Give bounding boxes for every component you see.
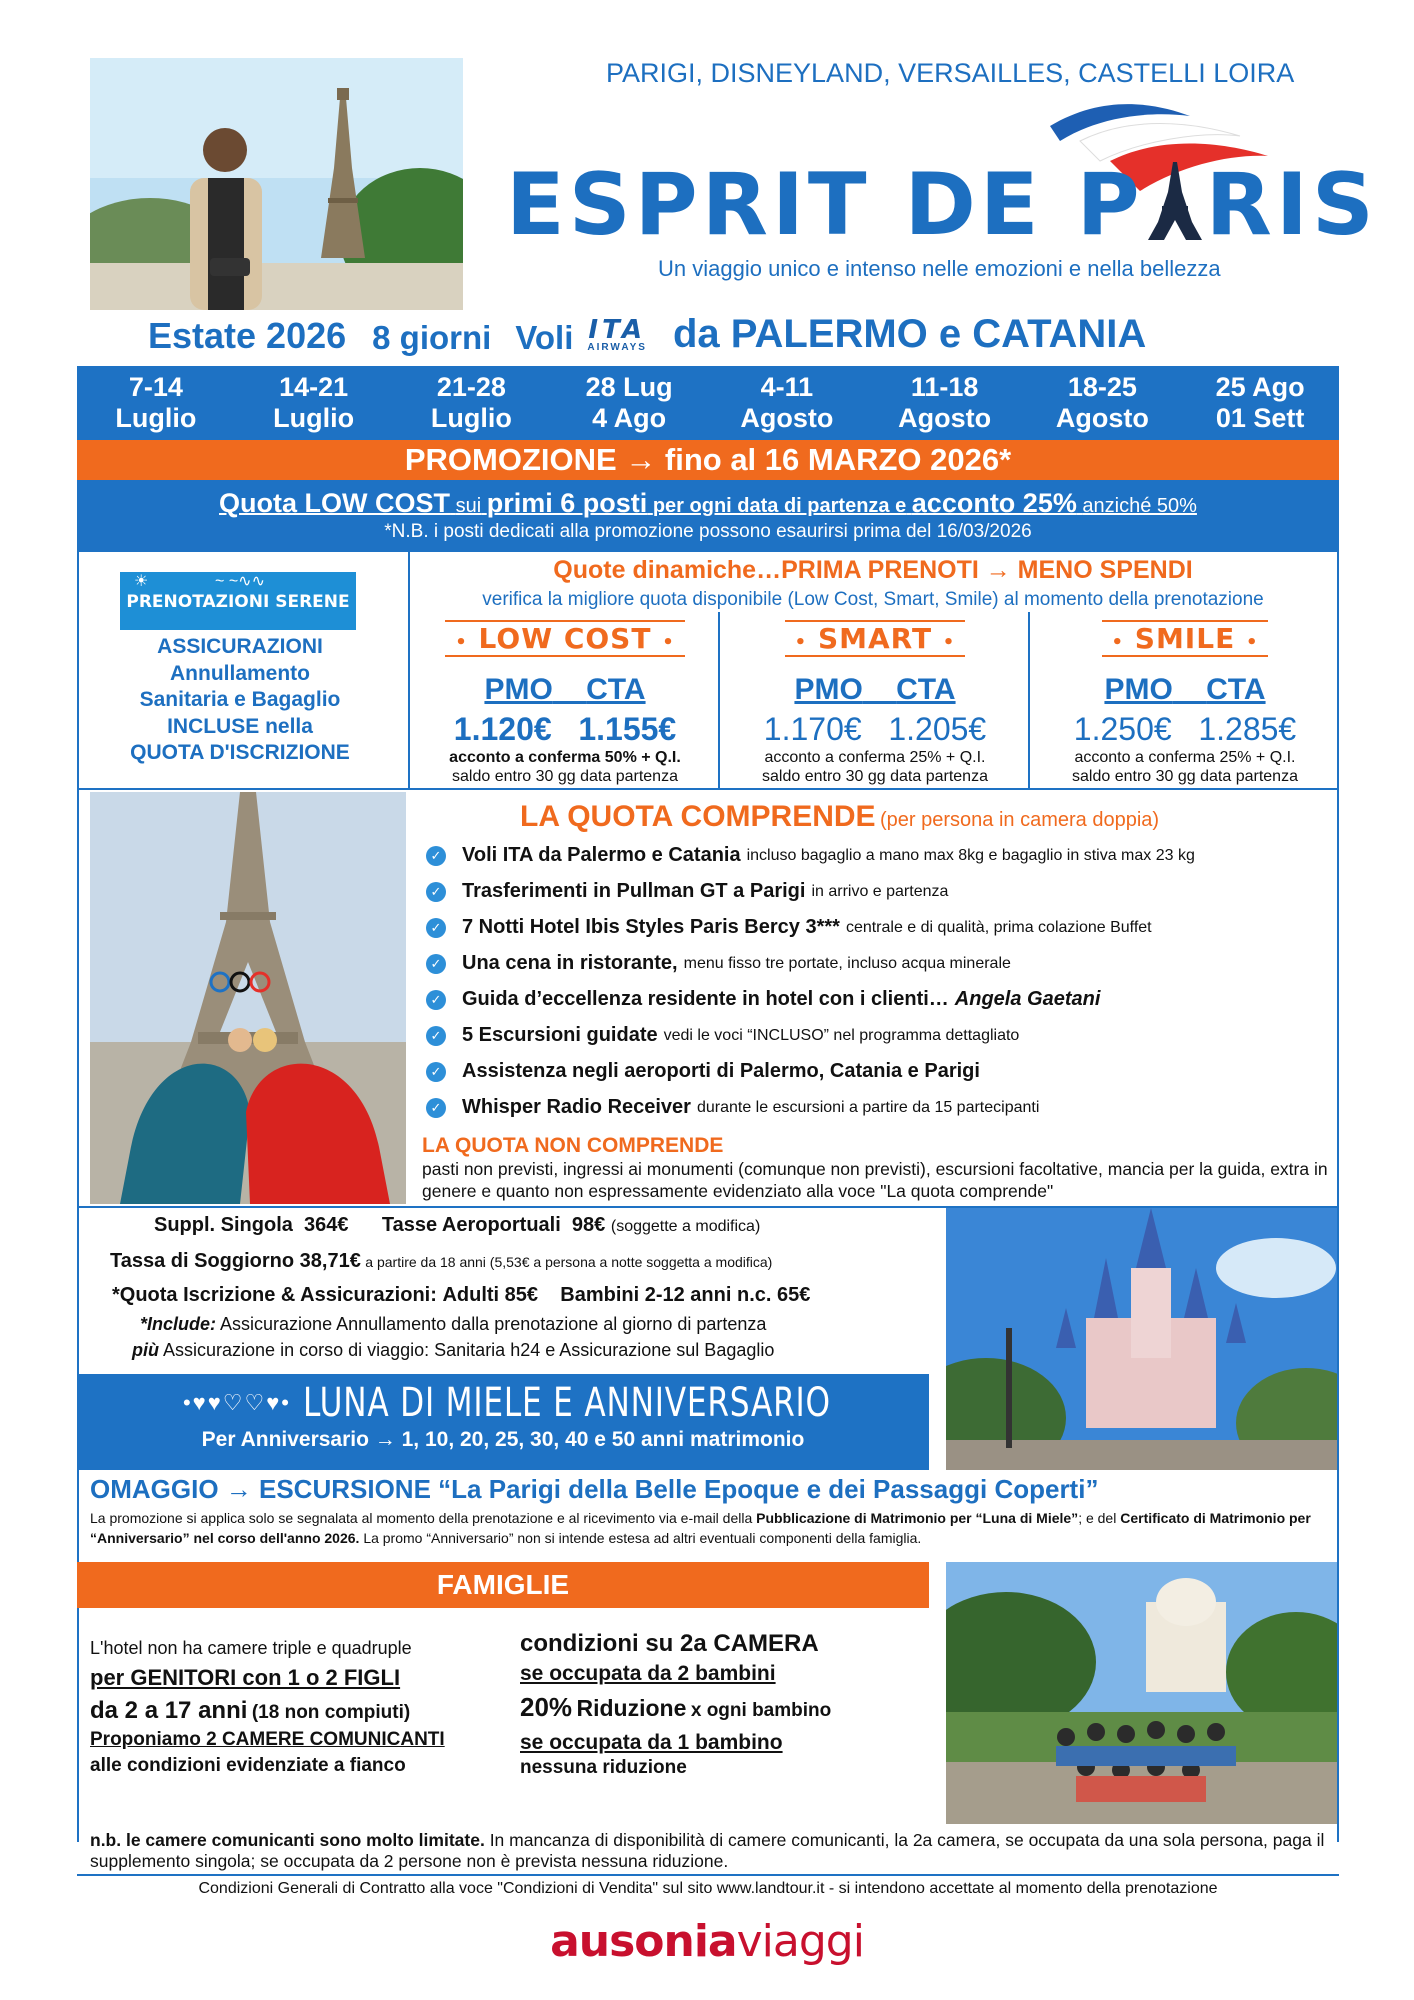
stay-label: Tassa di Soggiorno 38,71€ — [110, 1250, 361, 1272]
low-cost-d: per ogni data di partenza e — [652, 495, 907, 517]
low-cost-a: Quota LOW COST — [219, 488, 451, 518]
balance-note: saldo entro 30 gg data partenza — [762, 768, 988, 785]
deposit-note: acconto a conferma 25% + Q.I. — [764, 749, 986, 766]
pmo-label: PMO — [794, 673, 863, 706]
deposit-note: acconto a conferma 25% + Q.I. — [1074, 749, 1296, 766]
single-label: Suppl. Singola — [154, 1214, 293, 1236]
prices-divider-3 — [1028, 612, 1030, 788]
tax-value: 98€ — [571, 1214, 606, 1236]
serene-line: Annullamento — [170, 661, 310, 685]
included-item — [426, 988, 1100, 1011]
not-included-title: LA QUOTA NON COMPRENDE — [422, 1134, 724, 1157]
date-cell — [235, 366, 393, 440]
ausonia-logo — [0, 1916, 1414, 1967]
families-l2: per GENITORI con 1 o 2 FIGLI — [90, 1665, 401, 1690]
price-labels — [725, 673, 1025, 707]
tier-name-text: SMART — [817, 622, 933, 655]
date-line-1: 25 Ago — [1215, 372, 1305, 402]
dynamic-title: Quote dinamiche…PRIMA PRENOTI → MENO SPENDI — [553, 556, 1193, 584]
included-item-bold: Voli ITA da Palermo e Catania — [462, 844, 741, 866]
included-item — [426, 952, 1011, 975]
date-line-1: 18-25 — [1067, 372, 1137, 402]
price-tier-name: • SMILE • — [1102, 620, 1269, 657]
balance-note: saldo entro 30 gg data partenza — [452, 768, 678, 785]
price-tier-name: • LOW COST • — [445, 620, 684, 657]
page-title — [506, 155, 1378, 255]
tax-label: Tasse Aeroportuali — [381, 1214, 561, 1236]
serene-badge-text: PRENOTAZIONI SERENE — [126, 592, 350, 612]
plus-text: Assicurazione in corso di viaggio: Sanitaria h24 e Assicurazione sul Bagaglio — [163, 1340, 775, 1360]
date-cell — [1024, 366, 1182, 440]
low-cost-f: anziché 50% — [1082, 495, 1197, 517]
price-labels — [1035, 673, 1335, 707]
date-line-2: 01 Sett — [1215, 403, 1305, 433]
days: 8 giorni — [372, 319, 492, 356]
included-item-text: menu fisso tre portate, incluso acqua minerale — [683, 954, 1011, 972]
ita-logo — [587, 315, 647, 353]
price-values — [1035, 711, 1335, 748]
logo-b: viaggi — [736, 1916, 864, 1967]
terms-1: La promozione si applica solo se segnalata al momento della prenotazione e al ricevimento via e-mail della — [90, 1510, 753, 1526]
included-item-bold: Una cena in ristorante, — [462, 952, 678, 974]
montmartre-group-photo — [946, 1562, 1337, 1824]
included-item — [426, 844, 1195, 867]
sun-waves-icon: ☀ ~ ~∿∿ — [134, 573, 265, 590]
date-line-2: Luglio — [115, 403, 197, 433]
date-line-1: 11-18 — [910, 372, 979, 402]
trip-line — [148, 312, 1348, 357]
date-line-2: Luglio — [273, 403, 355, 433]
check-icon: ✓ — [426, 918, 446, 938]
price-column — [415, 620, 715, 786]
date-line-2: Agosto — [898, 403, 992, 433]
check-icon: ✓ — [426, 1026, 446, 1046]
included-item-text: centrale e di qualità, prima colazione Buffet — [845, 918, 1152, 936]
single-value: 364€ — [304, 1214, 349, 1236]
families-right — [520, 1630, 930, 1779]
families-l1: L'hotel non ha camere triple e quadruple — [90, 1638, 412, 1658]
families-r4: se occupata da 1 bambino — [520, 1731, 783, 1754]
dynamic-subtitle: verifica la migliore quota disponibile (Low Cost, Smart, Smile) al momento della prenotazione — [482, 589, 1264, 610]
included-item — [426, 1060, 986, 1083]
price-column — [725, 620, 1025, 786]
departure-dates-bar — [77, 366, 1339, 440]
ita-logo-sub: AIRWAYS — [587, 342, 647, 353]
extras-line-4 — [140, 1314, 766, 1335]
terms-bold-1: Pubblicazione di Matrimonio per “Luna di Miele” — [756, 1510, 1079, 1526]
price-values — [725, 711, 1025, 748]
families-r2: se occupata da 2 bambini — [520, 1662, 776, 1685]
included-item-bold: Trasferimenti in Pullman GT a Parigi — [462, 880, 806, 902]
extras-line-2 — [110, 1250, 772, 1273]
date-cell — [550, 366, 708, 440]
serene-line: ASSICURAZIONI — [157, 635, 323, 658]
families-nb-bold: n.b. le camere comunicanti sono molto limitate. — [90, 1830, 485, 1850]
prices-divider-2 — [718, 612, 720, 788]
date-line-1: 14-21 — [279, 372, 349, 402]
includes-title — [520, 800, 1159, 834]
eiffel-a-icon — [1144, 162, 1206, 240]
honeymoon-bar — [77, 1374, 929, 1470]
pmo-price: 1.170€ — [763, 711, 862, 747]
date-line-1: 28 Lug — [585, 372, 673, 402]
tax-note: (soggette a modifica) — [610, 1218, 761, 1235]
frame-right — [1337, 552, 1339, 1842]
check-icon: ✓ — [426, 846, 446, 866]
balance-note: saldo entro 30 gg data partenza — [1072, 768, 1298, 785]
include-label: *Include: — [140, 1314, 217, 1334]
terms-bold-2: Certificato di Matrimonio per “Anniversario” nel corso dell'anno 2026. — [90, 1510, 1311, 1546]
extras-line-5 — [132, 1340, 774, 1361]
title-left: ESPRIT DE P — [506, 155, 1144, 255]
serene-text — [90, 634, 390, 767]
included-item-bold: 7 Notti Hotel Ibis Styles Paris Bercy 3*** — [462, 916, 840, 938]
low-cost-bar — [77, 480, 1339, 552]
pmo-price: 1.120€ — [453, 711, 552, 747]
included-item — [426, 1096, 1039, 1119]
cta-label: CTA — [1206, 673, 1266, 706]
title-right: RIS — [1205, 155, 1378, 255]
extras-line-3 — [112, 1284, 810, 1307]
date-cell — [866, 366, 1024, 440]
pmo-price: 1.250€ — [1073, 711, 1172, 747]
low-cost-line — [77, 480, 1339, 519]
families-nb — [90, 1830, 1330, 1872]
date-line-2: Luglio — [430, 403, 512, 433]
honeymoon-terms — [90, 1508, 1330, 1548]
families-l3: da 2 a 17 anni — [90, 1697, 248, 1724]
families-l3b: (18 non compiuti) — [251, 1702, 411, 1723]
prices-divider-1 — [408, 552, 410, 788]
pmo-label: PMO — [1104, 673, 1173, 706]
page-subtitle: Un viaggio unico e intenso nelle emozioni e nella bellezza — [658, 256, 1221, 281]
disney-castle-photo — [946, 1208, 1337, 1470]
fee-label: *Quota Iscrizione & Assicurazioni: — [112, 1284, 437, 1306]
date-cell — [393, 366, 551, 440]
families-r3c: x ogni bambino — [690, 1700, 832, 1721]
price-labels — [415, 673, 715, 707]
tier-name-text: LOW COST — [478, 622, 652, 655]
pmo-label: PMO — [484, 673, 553, 706]
serene-line: Sanitaria e Bagaglio — [139, 688, 341, 711]
cta-price: 1.155€ — [578, 711, 677, 747]
families-bottom-line — [77, 1874, 1339, 1876]
check-icon: ✓ — [426, 1098, 446, 1118]
logo-a: ausonia — [550, 1916, 737, 1967]
includes-title-note: (per persona in camera doppia) — [880, 809, 1160, 831]
season: Estate 2026 — [148, 315, 347, 356]
gift-line: OMAGGIO → ESCURSIONE “La Parigi della Belle Epoque e dei Passaggi Coperti” — [90, 1474, 1099, 1504]
families-r3b: Riduzione — [576, 1695, 687, 1721]
honeymoon-title-row — [77, 1374, 929, 1426]
check-icon: ✓ — [426, 1062, 446, 1082]
flights: Voli — [515, 319, 574, 356]
included-item-bold: Whisper Radio Receiver — [462, 1096, 691, 1118]
included-item — [426, 1024, 1019, 1047]
includes-title-text: LA QUOTA COMPRENDE — [520, 800, 876, 833]
check-icon: ✓ — [426, 882, 446, 902]
eiffel-dancers-photo — [90, 792, 406, 1204]
date-line-1: 7-14 — [128, 372, 183, 402]
date-line-2: Agosto — [740, 403, 834, 433]
families-r3-row — [520, 1692, 930, 1723]
prices-bottom-line — [77, 788, 1339, 790]
date-cell — [708, 366, 866, 440]
date-cell — [77, 366, 235, 440]
included-item-bold: Guida d’eccellenza residente in hotel con i clienti… — [462, 988, 949, 1010]
destinations-line: PARIGI, DISNEYLAND, VERSAILLES, CASTELLI LOIRA — [606, 58, 1295, 88]
families-r5: nessuna riduzione — [520, 1757, 687, 1778]
woman-eiffel-photo — [90, 58, 463, 310]
fee-adults: Adulti 85€ — [442, 1284, 539, 1306]
included-item-bold: 5 Escursioni guidate — [462, 1024, 658, 1046]
included-item-bold: Assistenza negli aeroporti di Palermo, Catania e Parigi — [462, 1060, 980, 1082]
plus-label: più — [132, 1340, 159, 1360]
not-included-text: pasti non previsti, ingressi ai monumenti (comunque non previsti), escursioni facoltative, mancia per la guida, extra in genere e quanto non espressamente evidenziato alla voce "La quota comprende" — [422, 1159, 1328, 1201]
honeymoon-sub: Per Anniversario → 1, 10, 20, 25, 30, 40 e 50 anni matrimonio — [201, 1428, 805, 1451]
date-line-2: Agosto — [1055, 403, 1149, 433]
check-icon: ✓ — [426, 954, 446, 974]
low-cost-c: primi 6 posti — [486, 488, 648, 518]
included-item-text: durante le escursioni a partire da 15 partecipanti — [696, 1098, 1040, 1116]
low-cost-b: sui — [455, 495, 482, 517]
families-bar: FAMIGLIE — [77, 1562, 929, 1608]
promo-banner: PROMOZIONE → fino al 16 MARZO 2026* — [77, 440, 1339, 480]
cta-price: 1.285€ — [1198, 711, 1297, 747]
check-icon: ✓ — [426, 990, 446, 1010]
terms-3: La promo “Anniversario” non si intende estesa ad altri eventuali componenti della famiglia. — [363, 1530, 922, 1546]
families-left — [90, 1638, 510, 1777]
included-item — [426, 916, 1152, 939]
date-line-2: 4 Ago — [592, 403, 667, 433]
promo-note: *N.B. i posti dedicati alla promozione possono esaurirsi prima del 16/03/2026 — [384, 521, 1032, 542]
families-r1: condizioni su 2a CAMERA — [520, 1630, 819, 1657]
serene-badge — [120, 572, 356, 630]
terms-2: ; e del — [1078, 1510, 1117, 1526]
date-cell — [1181, 366, 1339, 440]
serene-line: INCLUSE nella — [167, 714, 313, 738]
families-l5: alle condizioni evidenziate a fianco — [90, 1755, 406, 1776]
families-r3a: 20% — [520, 1692, 573, 1722]
deposit-note: acconto a conferma 50% + Q.I. — [449, 749, 681, 766]
price-values — [415, 711, 715, 748]
cta-label: CTA — [586, 673, 646, 706]
families-l4: Proponiamo 2 CAMERE COMUNICANTI — [90, 1729, 445, 1750]
fee-kids: Bambini 2-12 anni n.c. 65€ — [560, 1284, 811, 1306]
cta-label: CTA — [896, 673, 956, 706]
hearts-icon: •♥♥♡♡♥• — [182, 1390, 292, 1415]
honeymoon-title: LUNA DI MIELE E ANNIVERSARIO — [303, 1380, 831, 1426]
footer-conditions: Condizioni Generali di Contratto alla voce "Condizioni di Vendita" sul sito www.landtour.it - si intendono accettate al momento della prenotazione — [198, 1880, 1218, 1897]
ita-logo-text: ITA — [588, 315, 646, 345]
date-line-1: 4-11 — [760, 372, 814, 402]
departure-cities: da PALERMO e CATANIA — [672, 312, 1147, 356]
included-item-text: Angela Gaetani — [954, 988, 1101, 1010]
included-item-text: in arrivo e partenza — [811, 882, 949, 900]
tier-name-text: SMILE — [1134, 622, 1236, 655]
frame-left — [77, 552, 79, 1842]
date-line-1: 21-28 — [436, 372, 506, 402]
included-item-text: vedi le voci “INCLUSO” nel programma dettagliato — [663, 1026, 1020, 1044]
cta-price: 1.205€ — [888, 711, 987, 747]
families-l3-row — [90, 1697, 510, 1725]
extras-line-1 — [154, 1214, 760, 1237]
families-nb-text: In mancanza di disponibilità di camere comunicanti, la 2a camera, se occupata da una sola persona, paga il supplemento singola; se occupata da 2 persone non è prevista nessuna riduzione. — [90, 1830, 1325, 1871]
serene-line: QUOTA D'ISCRIZIONE — [130, 741, 350, 764]
price-column — [1035, 620, 1335, 786]
included-item-text: incluso bagaglio a mano max 8kg e bagaglio in stiva max 23 kg — [746, 846, 1195, 864]
included-item — [426, 880, 948, 903]
include-text: Assicurazione Annullamento dalla prenotazione al giorno di partenza — [220, 1314, 767, 1334]
low-cost-e: acconto 25% — [911, 488, 1077, 518]
stay-note: a partire da 18 anni (5,53€ a persona a notte soggetta a modifica) — [365, 1254, 773, 1270]
price-tier-name: • SMART • — [785, 620, 966, 657]
